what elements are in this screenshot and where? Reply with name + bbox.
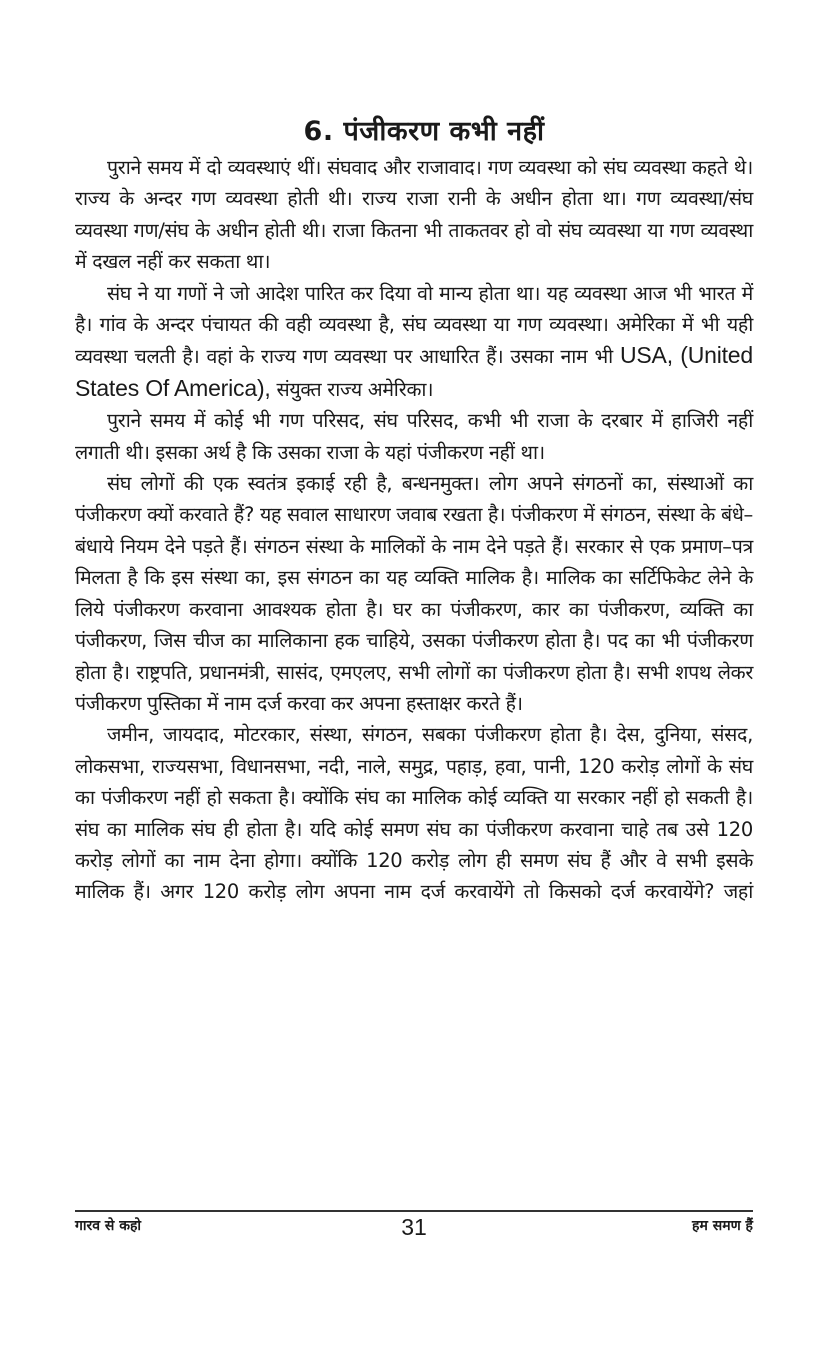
paragraph-2-text-after: संयुक्त राज्य अमेरिका।: [270, 377, 434, 401]
paragraph-2-latin-text: USA, (United States Of America),: [75, 342, 753, 401]
paragraph-2: [75, 278, 753, 406]
book-page: [75, 112, 753, 908]
footer-book-title: गारव से कहो: [75, 1218, 142, 1234]
paragraph-4: संघ लोगों की एक स्वतंत्र इकाई रही है, बन्धनमुक्त। लोग अपने संगठनों का, संस्थाओं का पंजीकरण क्यों करवाते हैं? यह सवाल साधारण जवाब रखता है। पंजीकरण में संगठन, संस्था के बंधे–बंधाये नियम देने पड़ते हैं। संगठन संस्था के मालिकों के नाम देने पड़ते हैं। सरकार से एक प्रमाण–पत्र मिलता है कि इस संस्था का, इस संगठन का यह व्यक्ति मालिक है। मालिक का सर्टिफिकेट लेने के लिये पंजीकरण करवाना आवश्यक होता है। घर का पंजीकरण, कार का पंजीकरण, व्यक्ति का पंजीकरण, जिस चीज का मालिकाना हक चाहिये, उसका पंजीकरण होता है। पद का भी पंजीकरण होता है। राष्ट्रपति, प्रधानमंत्री, सासंद, एमएलए, सभी लोगों का पंजीकरण होता है। सभी शपथ लेकर पंजीकरण पुस्तिका में नाम दर्ज करवा कर अपना हस्ताक्षर करते हैं।: [75, 472, 753, 715]
paragraph-2-text-before: संघ ने या गणों ने जो आदेश पारित कर दिया वो मान्य होता था। यह व्यवस्था आज भी भारत में है। गांव के अन्दर पंचायत की वही व्यवस्था है, संघ व्यवस्था या गण व्यवस्था। अमेरिका में भी यही व्यवस्था चलती है। वहां के राज्य गण व्यवस्था पर आधारित हैं। उसका नाम भी: [75, 281, 753, 369]
page-footer: [75, 1210, 753, 1244]
paragraph-1: पुराने समय में दो व्यवस्थाएं थीं। संघवाद और राजावाद। गण व्यवस्था को संघ व्यवस्था कहते थे। राज्य के अन्दर गण व्यवस्था होती थी। राज्य राजा रानी के अधीन होता था। गण व्यवस्था/संघ व्यवस्था गण/संघ के अधीन होती थी। राजा कितना भी ताकतवर हो वो संघ व्यवस्था या गण व्यवस्था में दखल नहीं कर सकता था।: [75, 156, 753, 274]
page-number: 31: [401, 1214, 427, 1240]
chapter-title: 6. पंजीकरण कभी नहीं: [303, 116, 545, 147]
footer-slogan: हम समण हैं: [692, 1218, 753, 1234]
paragraph-3: पुराने समय में कोई भी गण परिसद, संघ परिसद, कभी भी राजा के दरबार में हाजिरी नहीं लगाती थी। इसका अर्थ है कि उसका राजा के यहां पंजीकरण नहीं था।: [75, 409, 753, 464]
paragraph-5: जमीन, जायदाद, मोटरकार, संस्था, संगठन, सबका पंजीकरण होता है। देस, दुनिया, संसद, लोकसभा, राज्यसभा, विधानसभा, नदी, नाले, समुद्र, पहाड़, हवा, पानी, 120 करोड़ लोगों के संघ का पंजीकरण नहीं हो सकता है। क्योंकि संघ का मालिक कोई व्यक्ति या सरकार नहीं हो सकती है। संघ का मालिक संघ ही होता है। यदि कोई समण संघ का पंजीकरण करवाना चाहे तब उसे 120 करोड़ लोगों का नाम देना होगा। क्योंकि 120 करोड़ लोग ही समण संघ हैं और वे सभी इसके मालिक हैं। अगर 120 करोड़ लोग अपना नाम दर्ज करवायेंगे तो किसको दर्ज करवायेंगे? जहां: [75, 723, 753, 904]
